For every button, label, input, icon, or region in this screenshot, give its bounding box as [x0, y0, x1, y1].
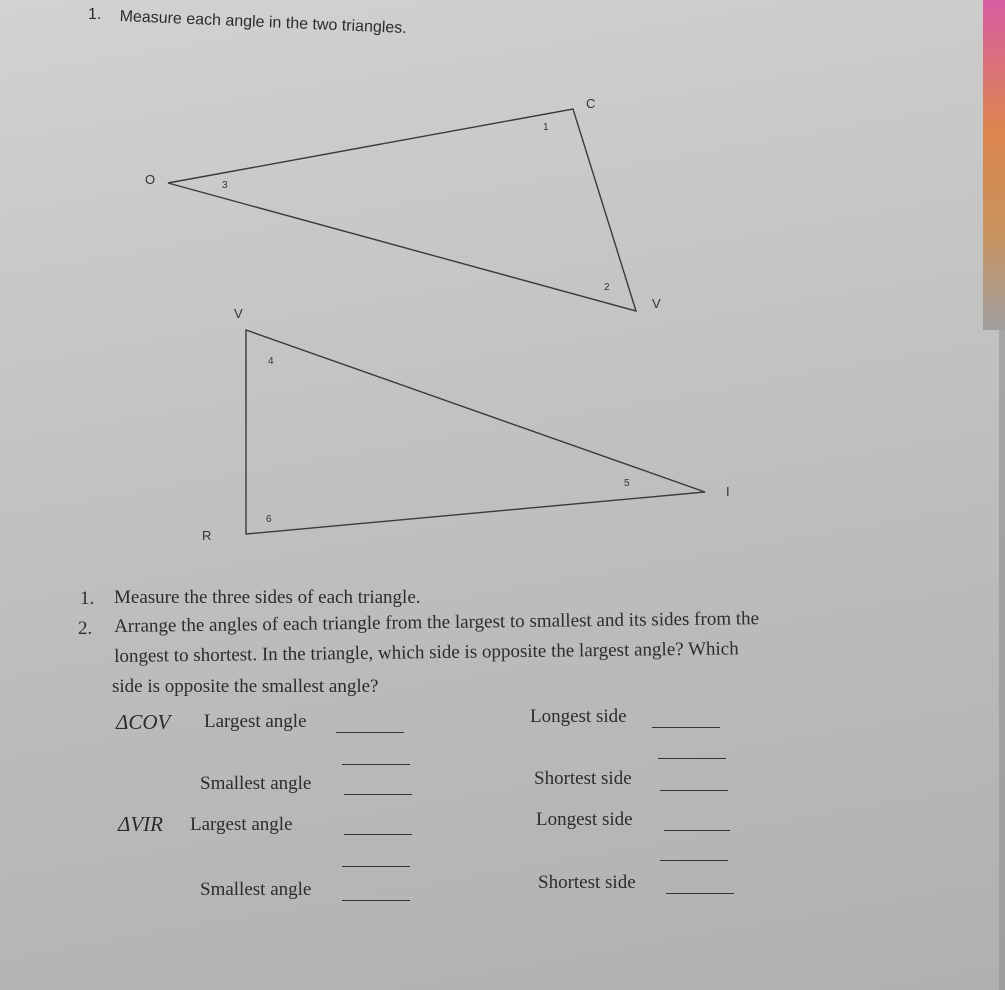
vertex-o-label: O [145, 172, 156, 187]
vir-angle-middle-blank[interactable] [342, 866, 410, 867]
task-2-line-3: side is opposite the smallest angle? [112, 676, 379, 697]
triangle-vir-name: ΔVIR [118, 812, 163, 836]
vir-shortest-side-label: Shortest side [538, 872, 636, 893]
cov-angle-middle-blank[interactable] [342, 764, 410, 765]
vertex-i-label: I [726, 484, 730, 499]
cov-largest-angle-blank[interactable] [336, 732, 404, 733]
task-2-number: 2. [78, 618, 93, 639]
vir-largest-angle-blank[interactable] [344, 834, 412, 835]
vir-shortest-side-blank[interactable] [666, 893, 734, 894]
angle-6-label: 6 [266, 514, 272, 525]
vir-smallest-angle-blank[interactable] [342, 900, 410, 901]
angle-5-label: 5 [624, 478, 630, 489]
vertex-r-label: R [202, 528, 212, 543]
cov-smallest-angle-label: Smallest angle [200, 773, 312, 794]
question-number: 1. [88, 6, 102, 23]
vir-longest-side-blank[interactable] [664, 830, 730, 831]
cov-longest-side-label: Longest side [530, 706, 627, 727]
vir-smallest-angle-label: Smallest angle [200, 879, 312, 900]
angle-3-label: 3 [222, 180, 228, 191]
task-1-number: 1. [80, 588, 95, 609]
angle-4-label: 4 [268, 356, 274, 367]
triangle-vir [246, 330, 705, 534]
vertex-v-label: V [652, 296, 661, 311]
task-2-line-1: Arrange the angles of each triangle from the largest to smallest and its sides from the [114, 608, 760, 637]
task-2-line-2: longest to shortest. In the triangle, which side is opposite the largest angle? Which [114, 638, 739, 667]
vertex-v2-label: V [234, 306, 243, 321]
cov-smallest-angle-blank[interactable] [344, 794, 412, 795]
cov-longest-side-blank[interactable] [652, 727, 720, 728]
cov-shortest-side-label: Shortest side [534, 768, 632, 789]
angle-1-label: 1 [543, 122, 549, 133]
vir-longest-side-label: Longest side [536, 809, 633, 830]
task-1-text: Measure the three sides of each triangle. [114, 587, 421, 608]
question-instruction: Measure each angle in the two triangles. [119, 8, 408, 38]
vir-side-middle-blank[interactable] [660, 860, 728, 861]
angle-2-label: 2 [604, 282, 610, 293]
vertex-c-label: C [586, 96, 596, 111]
cov-largest-angle-label: Largest angle [204, 711, 307, 732]
triangle-cov-name: ΔCOV [116, 710, 171, 734]
triangle-cov [168, 109, 636, 311]
vir-largest-angle-label: Largest angle [190, 814, 293, 835]
cov-side-middle-blank[interactable] [658, 758, 726, 759]
cov-shortest-side-blank[interactable] [660, 790, 728, 791]
